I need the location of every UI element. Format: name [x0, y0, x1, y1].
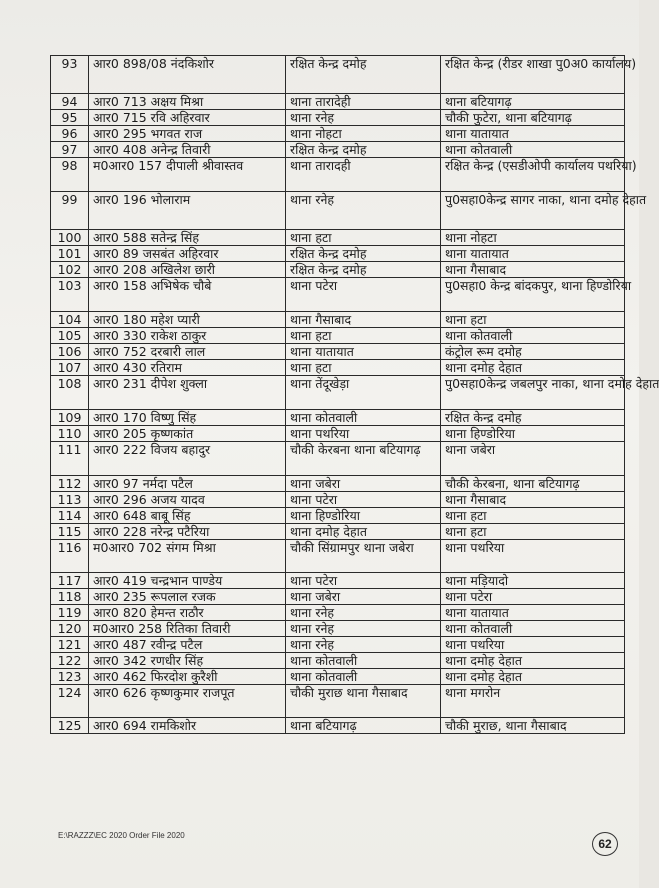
employee-name-cell: आर0 97 नर्मदा पटैल: [89, 476, 286, 492]
table-row: [51, 246, 625, 262]
employee-name-cell: आर0 158 अभिषेक चौबे: [89, 278, 286, 312]
posted-to-cell: थाना यातायात: [441, 605, 625, 621]
posted-to-cell: रक्षित केन्द्र (रीडर शाखा पु0अ0 कार्यालय): [441, 56, 625, 94]
posted-to-cell: थाना दमोह देहात: [441, 669, 625, 685]
serial-number-cell: 124: [51, 685, 89, 718]
posted-to-cell: चौकी मुराछ, थाना गैसाबाद: [441, 718, 625, 734]
serial-number-cell: 115: [51, 524, 89, 540]
employee-name-cell: म0आर0 702 संगम मिश्रा: [89, 540, 286, 573]
posted-from-cell: थाना नोहटा: [286, 126, 441, 142]
serial-number-cell: 96: [51, 126, 89, 142]
posted-from-cell: थाना जबेरा: [286, 589, 441, 605]
posted-to-cell: थाना पटेरा: [441, 589, 625, 605]
table-row: [51, 508, 625, 524]
employee-name-cell: आर0 626 कृष्णकुमार राजपूत: [89, 685, 286, 718]
posted-to-cell: कंट्रोल रूम दमोह: [441, 344, 625, 360]
table-row: [51, 142, 625, 158]
posted-to-cell: रक्षित केन्द्र (एसडीओपी कार्यालय पथरिया): [441, 158, 625, 192]
file-path-footer: E:\RAZZZ\EC 2020 Order File 2020: [58, 831, 185, 840]
serial-number-cell: 109: [51, 410, 89, 426]
posted-to-cell: थाना कोतवाली: [441, 142, 625, 158]
posted-from-cell: थाना कोतवाली: [286, 410, 441, 426]
serial-number-cell: 102: [51, 262, 89, 278]
employee-name-cell: आर0 419 चन्द्रभान पाण्डेय: [89, 573, 286, 589]
table-row: [51, 685, 625, 718]
table-row: [51, 524, 625, 540]
employee-name-cell: आर0 222 विजय बहादुर: [89, 442, 286, 476]
serial-number-cell: 114: [51, 508, 89, 524]
transfer-table: [50, 55, 659, 734]
serial-number-cell: 117: [51, 573, 89, 589]
employee-name-cell: आर0 196 भोलाराम: [89, 192, 286, 230]
table-row: [51, 573, 625, 589]
posted-from-cell: चौकी सिंग्रामपुर थाना जबेरा: [286, 540, 441, 573]
serial-number-cell: 103: [51, 278, 89, 312]
employee-name-cell: आर0 231 दीपेश शुक्ला: [89, 376, 286, 410]
posted-from-cell: थाना तारादही: [286, 158, 441, 192]
table-row: [51, 110, 625, 126]
posted-to-cell: थाना पथरिया: [441, 540, 625, 573]
posted-to-cell: थाना यातायात: [441, 126, 625, 142]
table-row: [51, 230, 625, 246]
serial-number-cell: 116: [51, 540, 89, 573]
posted-to-cell: थाना मगरोन: [441, 685, 625, 718]
employee-name-cell: आर0 89 जसबंत अहिरवार: [89, 246, 286, 262]
serial-number-cell: 125: [51, 718, 89, 734]
serial-number-cell: 95: [51, 110, 89, 126]
posted-from-cell: थाना रनेह: [286, 110, 441, 126]
employee-name-cell: आर0 487 रवीन्द्र पटैल: [89, 637, 286, 653]
serial-number-cell: 98: [51, 158, 89, 192]
posted-from-cell: रक्षित केन्द्र दमोह: [286, 142, 441, 158]
serial-number-cell: 122: [51, 653, 89, 669]
table-row: [51, 492, 625, 508]
posted-to-cell: थाना पथरिया: [441, 637, 625, 653]
serial-number-cell: 108: [51, 376, 89, 410]
posted-from-cell: थाना जबेरा: [286, 476, 441, 492]
serial-number-cell: 105: [51, 328, 89, 344]
table-row: [51, 126, 625, 142]
table-row: [51, 410, 625, 426]
employee-name-cell: आर0 235 रूपलाल रजक: [89, 589, 286, 605]
posted-from-cell: थाना तेंदूखेड़ा: [286, 376, 441, 410]
posted-to-cell: थाना मड़ियादो: [441, 573, 625, 589]
page-number: 62: [592, 832, 618, 856]
posted-to-cell: चौकी केरबना, थाना बटियागढ़: [441, 476, 625, 492]
employee-name-cell: म0आर0 157 दीपाली श्रीवास्तव: [89, 158, 286, 192]
table-row: [51, 56, 625, 94]
posted-from-cell: थाना रनेह: [286, 192, 441, 230]
table-row: [51, 637, 625, 653]
posted-from-cell: थाना कोतवाली: [286, 653, 441, 669]
posted-from-cell: थाना पथरिया: [286, 426, 441, 442]
employee-name-cell: आर0 180 महेश प्यारी: [89, 312, 286, 328]
posted-to-cell: थाना यातायात: [441, 246, 625, 262]
serial-number-cell: 123: [51, 669, 89, 685]
posted-to-cell: चौकी फुटेरा, थाना बटियागढ़: [441, 110, 625, 126]
posted-from-cell: थाना हटा: [286, 328, 441, 344]
table-row: [51, 312, 625, 328]
employee-name-cell: आर0 228 नरेन्द्र पटैरिया: [89, 524, 286, 540]
serial-number-cell: 107: [51, 360, 89, 376]
table-row: [51, 540, 625, 573]
posted-from-cell: थाना गैसाबाद: [286, 312, 441, 328]
table-row: [51, 718, 625, 734]
posted-from-cell: थाना रनेह: [286, 621, 441, 637]
posted-to-cell: पु0सहा0केन्द्र जबलपुर नाका, थाना दमोह देहात: [441, 376, 625, 410]
serial-number-cell: 112: [51, 476, 89, 492]
posted-to-cell: थाना दमोह देहात: [441, 360, 625, 376]
posted-from-cell: थाना हटा: [286, 230, 441, 246]
posted-to-cell: थाना कोतवाली: [441, 621, 625, 637]
serial-number-cell: 94: [51, 94, 89, 110]
serial-number-cell: 113: [51, 492, 89, 508]
table-row: [51, 158, 625, 192]
serial-number-cell: 111: [51, 442, 89, 476]
table-row: [51, 278, 625, 312]
posted-to-cell: पु0सहा0केन्द्र सागर नाका, थाना दमोह देहात: [441, 192, 625, 230]
posted-from-cell: थाना यातायात: [286, 344, 441, 360]
table-row: [51, 669, 625, 685]
posted-from-cell: रक्षित केन्द्र दमोह: [286, 246, 441, 262]
posted-from-cell: रक्षित केन्द्र दमोह: [286, 56, 441, 94]
employee-name-cell: आर0 648 बाबू सिंह: [89, 508, 286, 524]
employee-name-cell: आर0 342 रणधीर सिंह: [89, 653, 286, 669]
table-row: [51, 653, 625, 669]
serial-number-cell: 118: [51, 589, 89, 605]
serial-number-cell: 93: [51, 56, 89, 94]
table-row: [51, 426, 625, 442]
employee-name-cell: आर0 715 रवि अहिरवार: [89, 110, 286, 126]
employee-name-cell: आर0 205 कृष्णकांत: [89, 426, 286, 442]
employee-name-cell: आर0 462 फिरदोश कुरैशी: [89, 669, 286, 685]
posted-to-cell: थाना गैसाबाद: [441, 492, 625, 508]
table-row: [51, 376, 625, 410]
posted-from-cell: थाना रनेह: [286, 637, 441, 653]
table-row: [51, 621, 625, 637]
table-row: [51, 328, 625, 344]
posted-to-cell: थाना बटियागढ़: [441, 94, 625, 110]
posted-from-cell: थाना हिण्डोरिया: [286, 508, 441, 524]
table-row: [51, 476, 625, 492]
employee-name-cell: आर0 713 अक्षय मिश्रा: [89, 94, 286, 110]
posted-from-cell: थाना कोतवाली: [286, 669, 441, 685]
posted-to-cell: थाना नोहटा: [441, 230, 625, 246]
serial-number-cell: 99: [51, 192, 89, 230]
posted-from-cell: थाना दमोह देहात: [286, 524, 441, 540]
posted-to-cell: रक्षित केन्द्र दमोह: [441, 410, 625, 426]
table-row: [51, 94, 625, 110]
employee-name-cell: आर0 588 सतेन्द्र सिंह: [89, 230, 286, 246]
posted-from-cell: थाना पटेरा: [286, 278, 441, 312]
serial-number-cell: 119: [51, 605, 89, 621]
posted-to-cell: थाना कोतवाली: [441, 328, 625, 344]
posted-from-cell: थाना पटेरा: [286, 492, 441, 508]
posted-from-cell: चौकी केरबना थाना बटियागढ़: [286, 442, 441, 476]
employee-name-cell: आर0 752 दरबारी लाल: [89, 344, 286, 360]
posted-to-cell: थाना दमोह देहात: [441, 653, 625, 669]
table-row: [51, 192, 625, 230]
serial-number-cell: 97: [51, 142, 89, 158]
serial-number-cell: 110: [51, 426, 89, 442]
employee-name-cell: आर0 296 अजय यादव: [89, 492, 286, 508]
employee-name-cell: आर0 170 विष्णु सिंह: [89, 410, 286, 426]
posted-to-cell: थाना हिण्डोरिया: [441, 426, 625, 442]
employee-name-cell: आर0 898/08 नंदकिशोर: [89, 56, 286, 94]
posted-to-cell: थाना जबेरा: [441, 442, 625, 476]
posted-to-cell: पु0सहा0 केन्द्र बांदकपुर, थाना हिण्डोरिया: [441, 278, 625, 312]
serial-number-cell: 106: [51, 344, 89, 360]
posted-to-cell: थाना हटा: [441, 508, 625, 524]
serial-number-cell: 100: [51, 230, 89, 246]
posted-from-cell: थाना तारादेही: [286, 94, 441, 110]
posted-from-cell: चौकी मुराछ थाना गैसाबाद: [286, 685, 441, 718]
employee-name-cell: आर0 330 राकेश ठाकुर: [89, 328, 286, 344]
table-row: [51, 262, 625, 278]
serial-number-cell: 104: [51, 312, 89, 328]
employee-name-cell: आर0 408 अनेन्द्र तिवारी: [89, 142, 286, 158]
employee-name-cell: म0आर0 258 रितिका तिवारी: [89, 621, 286, 637]
employee-name-cell: आर0 694 रामकिशोर: [89, 718, 286, 734]
posted-from-cell: थाना हटा: [286, 360, 441, 376]
posted-to-cell: थाना हटा: [441, 312, 625, 328]
employee-name-cell: आर0 820 हेमन्त राठौर: [89, 605, 286, 621]
table-row: [51, 605, 625, 621]
serial-number-cell: 101: [51, 246, 89, 262]
posted-to-cell: थाना हटा: [441, 524, 625, 540]
posted-from-cell: रक्षित केन्द्र दमोह: [286, 262, 441, 278]
employee-name-cell: आर0 208 अखिलेश छारी: [89, 262, 286, 278]
table-row: [51, 442, 625, 476]
serial-number-cell: 121: [51, 637, 89, 653]
posted-from-cell: थाना बटियागढ़: [286, 718, 441, 734]
transfer-table-body: [51, 56, 659, 734]
table-row: [51, 589, 625, 605]
table-row: [51, 360, 625, 376]
posted-from-cell: थाना रनेह: [286, 605, 441, 621]
employee-name-cell: आर0 430 रतिराम: [89, 360, 286, 376]
table-row: [51, 344, 625, 360]
employee-name-cell: आर0 295 भगवत राज: [89, 126, 286, 142]
serial-number-cell: 120: [51, 621, 89, 637]
posted-from-cell: थाना पटेरा: [286, 573, 441, 589]
posted-to-cell: थाना गैसाबाद: [441, 262, 625, 278]
